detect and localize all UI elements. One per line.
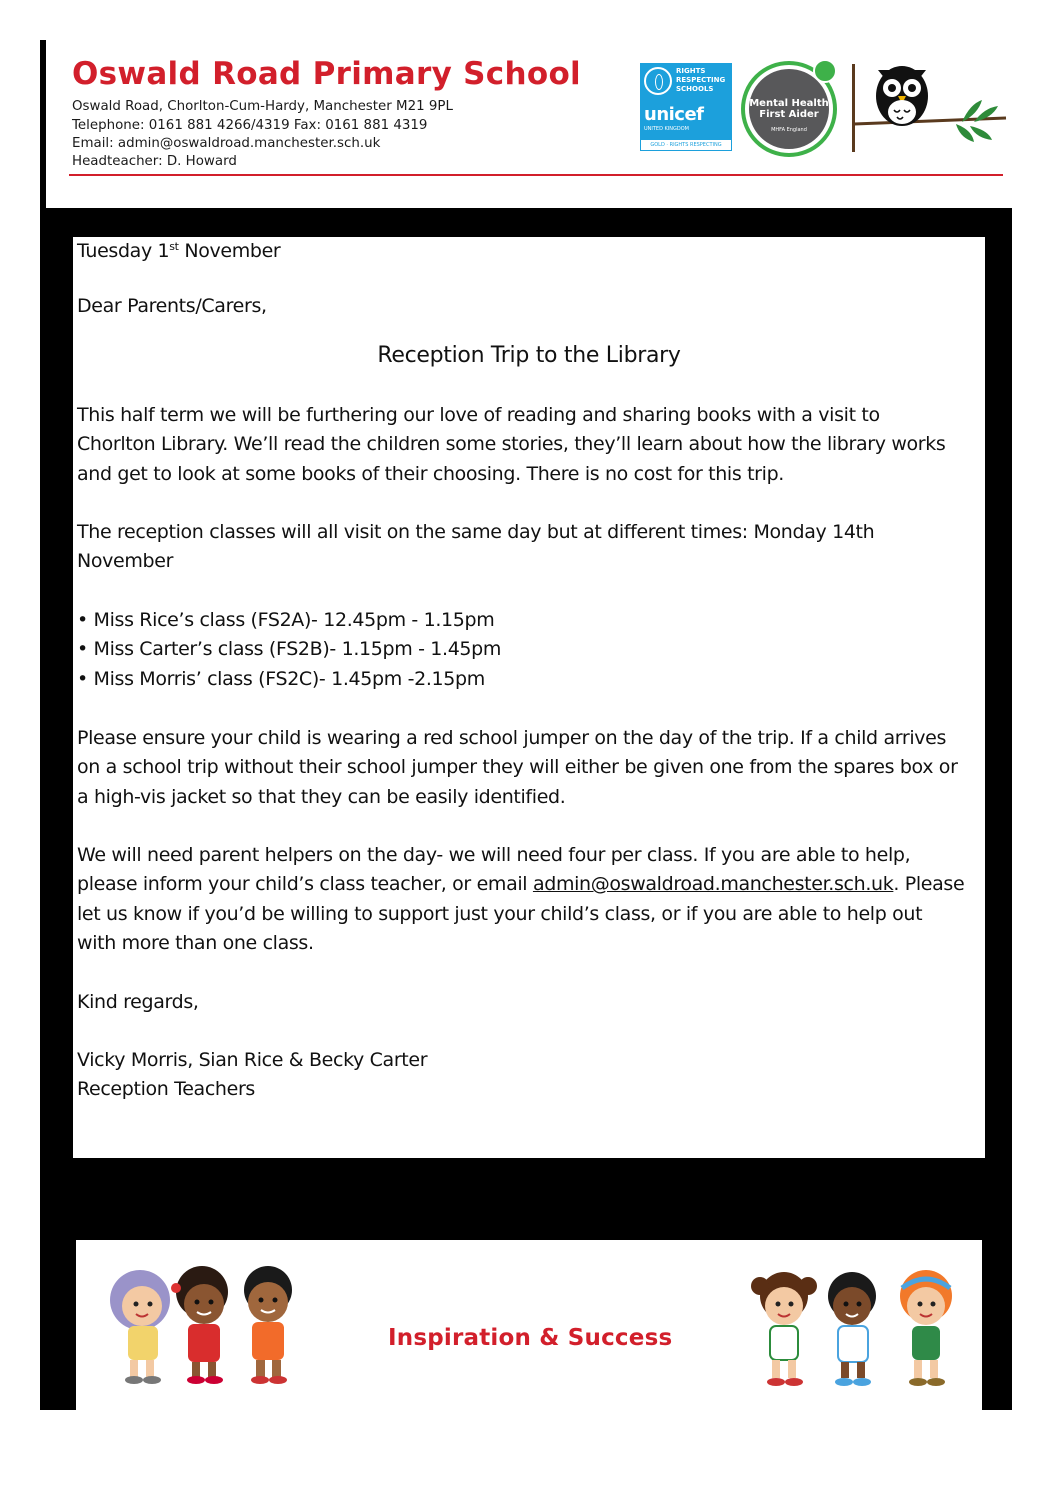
unicef-country: UNITED KINGDOM bbox=[644, 126, 689, 132]
paragraph-helpers bbox=[77, 841, 964, 958]
paragraph-line: a high-vis jacket so that they can be easily identified. bbox=[77, 785, 566, 808]
letter-panel bbox=[73, 237, 985, 1158]
letter-signature bbox=[77, 1046, 427, 1105]
paragraph-line: let us know if you’d be willing to support just your child’s class, or if you are able to help out bbox=[77, 902, 923, 925]
list-item: • Miss Morris’ class (FS2C)- 1.45pm -2.15pm bbox=[77, 667, 485, 690]
footer-motto: Inspiration & Success bbox=[388, 1325, 673, 1351]
letter-title: Reception Trip to the Library bbox=[377, 343, 681, 368]
email-link[interactable]: admin@oswaldroad.manchester.sch.uk bbox=[532, 873, 894, 896]
class-times-list bbox=[77, 606, 501, 694]
letter-salutation: Dear Parents/Carers, bbox=[77, 295, 267, 317]
mha-leaf-icon bbox=[813, 59, 837, 83]
mha-sub: MHFA England bbox=[771, 127, 807, 133]
school-address: Oswald Road, Chorlton-Cum-Hardy, Manchester M21 9PL bbox=[72, 99, 453, 114]
paragraph-line: on a school trip without their school jumper they will either be given one from the spares box or bbox=[77, 756, 958, 779]
paragraph-line: Chorlton Library. We’ll read the children some stories, they’ll learn about how the library works bbox=[77, 433, 946, 456]
list-item: • Miss Rice’s class (FS2A)- 12.45pm - 1.15pm bbox=[77, 609, 495, 631]
school-email: Email: admin@oswaldroad.manchester.sch.uk bbox=[72, 136, 381, 151]
paragraph-line: We will need parent helpers on the day- we will need four per class. If you are able to help, bbox=[77, 844, 911, 866]
owl-on-branch-icon bbox=[852, 62, 1008, 154]
unicef-wordmark: unicef bbox=[644, 104, 704, 125]
paragraph-jumper bbox=[77, 724, 958, 812]
paragraph-line: please inform your child’s class teacher, or email admin@oswaldroad.manchester.sch.uk. Please bbox=[77, 873, 965, 896]
paragraph-intro bbox=[77, 401, 945, 489]
letter-date: Tuesday 1st November bbox=[77, 240, 281, 262]
mha-title: Mental Health First Aider bbox=[749, 98, 829, 120]
unicef-rights-respecting-badge bbox=[640, 63, 732, 151]
headteacher: Headteacher: D. Howard bbox=[72, 154, 237, 169]
paragraph-line: and get to look at some books of their choosing. There is no cost for this trip. bbox=[77, 462, 784, 485]
unicef-level: GOLD · RIGHTS RESPECTING bbox=[640, 139, 732, 151]
cartoon-children-group-icon bbox=[96, 1264, 312, 1388]
letter-closing: Kind regards, bbox=[77, 991, 199, 1013]
unicef-rights-text: RIGHTS RESPECTING SCHOOLS bbox=[676, 67, 726, 93]
header-divider bbox=[69, 174, 1003, 176]
signature-role: Reception Teachers bbox=[77, 1078, 255, 1101]
paragraph-line: November bbox=[77, 550, 174, 573]
header-left-bar bbox=[40, 40, 46, 208]
unicef-globe-icon bbox=[644, 67, 672, 95]
paragraph-line: Please ensure your child is wearing a red school jumper on the day of the trip. If a child arrives bbox=[77, 727, 947, 749]
paragraph-line: This half term we will be furthering our love of reading and sharing books with a visit to bbox=[77, 404, 880, 426]
signature-names: Vicky Morris, Sian Rice & Becky Carter bbox=[77, 1049, 428, 1071]
cartoon-children-group-icon bbox=[746, 1266, 968, 1390]
mental-health-first-aider-badge bbox=[741, 61, 837, 157]
paragraph-schedule bbox=[77, 518, 874, 577]
list-item: • Miss Carter’s class (FS2B)- 1.15pm - 1.45pm bbox=[77, 638, 502, 661]
school-phone: Telephone: 0161 881 4266/4319 Fax: 0161 881 4319 bbox=[72, 118, 428, 133]
paragraph-line: The reception classes will all visit on the same day but at different times: Monday 14th bbox=[77, 521, 875, 543]
school-name: Oswald Road Primary School bbox=[72, 56, 581, 92]
mha-inner-circle bbox=[749, 69, 829, 149]
paragraph-line: with more than one class. bbox=[77, 931, 314, 954]
